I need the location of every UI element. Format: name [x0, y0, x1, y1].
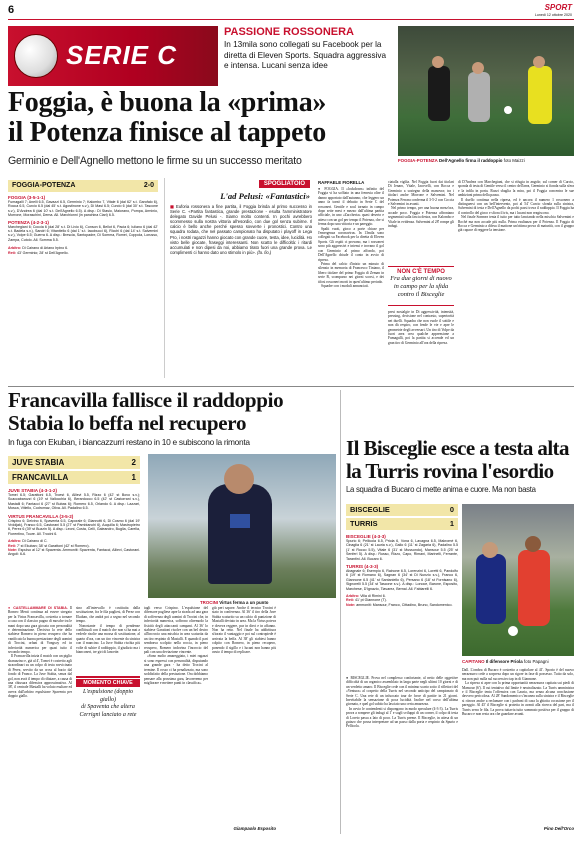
photo-caption-priola: CAPITANO Il difensore Priola foto Papagni [462, 659, 549, 664]
article1-headline: Foggia, è buona la «prima» il Potenza finisce al tappeto [8, 87, 327, 148]
article3-signature: Pino Dell'Orco [543, 826, 574, 831]
boxscore-foggia-header: FOGGIA-POTENZA 2-0 [8, 180, 158, 192]
article3-subhead: La squadra di Bucaro ci mette anima e cuore. Ma non basta [346, 485, 536, 494]
column-divider [340, 390, 341, 834]
coach-photo-trocini [148, 454, 336, 598]
boxscore-foggia: FOGGIA (3-5-1-1) Fumagalli 7; Anelli 6.5, Gavazzi 6.5, Germinio 7; Kalombo 7, Vitale 6 (dal 62' s.t. Garofalo 6), Rocca 6.5, Curcio 6.5 (dal 45' s.t. Agostinone s.v.), Di Masi 6.5; Curcio 6 (dal 30' s.t. Tascone s.v.), D'Andrea 6 (dal 10' s.t. Dell'Agnello 6.5). A disp.: Di Stasio, Maiorano, Pompa, Arminio, Morrone, Moraschini, Dema. All. Marchionni (in panchina Ciari) 6.5. POTENZA (4-2-3-1) Marchegiani 6; Coccia 6 (dal 28' s.t. Di Livio 6), Conson 6, Bellot 6, Pacia 6; Iuliano 6 (dal 42' s.t. Badela s.v.), Sandri 6; Vitantiello 6 (dal 1' s.t. Iacobucci 6), Ricchi 6 (dal 14' s.t. Salvemini s.v.), Volpe 6.5; Guerra 6. A disp.: Brescia, Santopadre, Di Somma, Romei, Coppola, Lorusso, Zampa, Cutolo. All. Somma 5.5. Arbitro: Di Cairano di Ariano Irpino 6. Reti: 43' Germinio; 28' st Dell'Agnello. [8, 195, 158, 255]
article1-col3: di D'Andrea con Marchegiani, che si rifugia in angolo; sul corner di Curcio, sponda di testa di Gentile verso il centro dell'area, Germinio si fionda sulla sfera e la infila in porta. Rozzi sbaglia la mira, poi il Foggia concentra le sue ambizioni prima della pausa. Il duello continua nella ripresa, ed è ancora il numero 1 rossonero a distinguersi con un bell'intervento, poi al 54' Curcio sfonda sulla sinistra, Salvemini di testa e Dell'Agnello da pochi passi trova il raddoppio. Il Foggia ha il controllo del gioco e sfiora il tris, ma i lucani non reagiscono. Nel finale Sonmez tenta il tutto per tutto lanciando nella mischia Salvemini e Roché ma non accade più nulla. Prima esultanza per il Potenza. Il Foggia di Rocca e Germinio a difesa il mattone un'ottima prova di maturità, con il gruppo già capace di reggere la tensione. [458, 180, 574, 233]
article2-subhead: In fuga con Ekuban, i biancazzurri restano in 10 e subiscono la rimonta [8, 437, 250, 447]
article2-col4: giù peri sapore. Anche il tecnico Trocini è stato in conferenza. Al 36' il tiro della Juve Stabia scaturito su un calcio di punizione di Mastalli deviato in area. Ma la Virtus poteva e doveva reggere, pur in dieci e in affanno. Non ha retto. Nel finale ha addirittura sfiorato il vantaggio e poi sul contropiede è arrivata la beffa. Al 38' gli stabiesi hanno colpito con Romero, in pieno recupero, ponendo il sigillo e i lucani non hanno più avuto il tempo di replicare. [212, 606, 276, 655]
article2-col3: tagli verso Crispino. L'espulsione del difensore pugliese apre la strada ad una gara di sofferenza degli uomini di Trocini che, in inferiorità numerica, soffrono oltremodo la fisicità degli attaccanti campani. Al 36' lo stabiese Garattoni risolve con un bel destro all'incrocio una mischia in area scaturita da un tiro respinto di Mastalli. E quando il pari sembrava scolpito nella roccia, in pieno recupero, Romero indovina l'incrocio del pali con una deviazione vincente. «Sono molto amareggiato, i miei ragazzi si sono espressi con personalità, disputando una grande gara - ha detto Trocini al termine. Il rosso ci ha penalizzato, ma sono soddisfatto della prestazione. Ora dobbiamo pensare alla prossima gara, lavoreremo per migliorare e mettere punti in classifica». [144, 606, 208, 685]
article3-headline: Il Bisceglie esce a testa alta la Turris rovina l'esordio [346, 436, 569, 483]
sidebar-box [164, 178, 312, 378]
page-number: 6 [8, 4, 15, 16]
article3-col2: Dall. L'ombra di Bucaro è costretto a capitolare al 41'. Sporio è del nuovo nerazzurro cede a sorpresa dopo un rigore in fase di possesso. Tutto da solo, ma non può nulla sul successivo tap in di Giannone. La ripresa si apre con la prima opportunità nerazzurra capitata sui piedi di Mansour (6'). Il cui tentativo dal limite è neutralizzato. La Turris amministra e il Bisceglie tenta l'offensiva con Lauria, ma senza alcuna conclusione davvero pericolosa. Al 28' Sandomenico s'incunea sulla sinistra e il Bisceglie si ritrova anche a reclamare con i padroni di casa la ghiotta occasione per il pareggio. Al 45' il Bisceglie si proietta in avanti alla ricerca del pari, ma il Turris serra le fila. La prova tuttavia tutto sommato positiva per il gruppo di Bucaro e non resta ora che guardare avanti. [462, 668, 574, 717]
article1-subhead: Germinio e Dell'Agnello mettono le firme su un successo meritato [8, 155, 302, 167]
promo-text: In 13mila sono collegati su Facebook per la diretta di Eleven Sports. Squadra aggressiva e intensa. Lucani senza idee [224, 40, 387, 70]
sidebar-text: ■ Euforia rossonera a fine partita, il Foggia brinda al primo successo in Serie C. «Partita fantastica, grande prestazione - esulta l'amministratore delegato Davide Pelusi -. Siamo molto contenti. In pochi avrebbero scommesso sulla nostra vittoria all'esordio, con due gol senza subirne. Il calcio è bello anche perché spesso sovverte i pronostici. Contro una squadra rodata, che nel passato campionato ha disputato i playoff in Lega Pro, i nostri ragazzi hanno giocato con grande cuore, testa, idee, lucidità. Ho visto belle giocate, fraseggi interessanti. Non scatto le difficoltà: i ritardi accumulati e non dipesi da noi, abbiamo tirato fuori una grande prova. Le complimenti ci hanno dato uno stimolo in più». (fa. fio.) [170, 204, 312, 255]
banner-ball-icon [14, 34, 58, 78]
section-title: SERIE C [66, 40, 178, 70]
article2-signature: Giampaolo Esposito [233, 826, 276, 831]
divider-1 [8, 386, 574, 387]
header-rule [8, 19, 574, 20]
article1-col1: ● FOGGIA. Il «lockdown» infinito del Foggia vi ha soffiato in una frenesia oltre il danno apportato dall'autunno, che leggero un anno fa tornò il debutto in Serie C del rossoneri. Gentile e soul tornato in campo dopo sette mesi e mezzo dall'ultima partita ufficiale, in uno «Zaccheria» quasi deserto e atteso con un gol per tempo il Potenza, che si ferma dopo una vittoria e un pareggio. Spalti vuoti, gioco a porte chiuse per l'emergenza coronavirus. In 13mila sono collegati su Facebook per la diretta di Eleven Sports. Gli ospiti ci provano, ma i rossoneri sono più aggressivi e intensi e trovano il gol con Germinio al primo affondo, poi Dell'Agnello chiude il conto in avvio di ripresa. Prima del calcio d'inizio un minuto di silenzio in memoria di Francesco Tiniano, il libero titolare del primo Foggia di Zeman in serie B, scomparso nei giorni scorsi, e dei tifosi rossoneri morti in quest'ultimo periodo. Squadre con i moduli annunciati. [318, 187, 384, 288]
sidebar-kicker: SPOGLIATOIO [259, 180, 310, 188]
key-moment-box: MOMENTO CHIAVE L'espulsione (doppio giallo) di Spaventa che altera Cerrigni lanciato a rete [76, 676, 140, 734]
article2-col1: ● CASTELLAMMARE DI STABIA. Il Romeo Menti continua ad essere stregato per la Virtus Francavilla, costretta a tornare a casa con il classico pugno di mosche tra le mani dopo una gara giocata con personalità e determinazione. Decisiva la rete dello stabiese Romero in pieno recupero che ha vanificato la buona prestazione degli uomini di Trocini, orfani di Vongsoy ed in inferiorità numerica per quasi tutto il secondo tempo. Il Francavilla inizia il match con un piglio sbarazzino e, già al 4', Tomei è costretto agli straordinari su un colpo di testa ravvicinato di Perez, servito da un cross al bacio dal fondo di Franco. La Juve Stabia, senza dal gol, non avrà il tempo di rifiatare, a causa di una chiusura difensiva approssimativa. Al 38', il centrale Mastalli ha voluto esultare ed aveva dall'arbitro espulsione Spaventa per doppio giallo. [8, 606, 73, 699]
score-juve-stabia: JUVE STABIA 2 [8, 456, 140, 469]
section-banner [8, 26, 218, 86]
boxscore-stabia: JUVE STABIA (4-3-1-2) Tomei 6.5; Garattoni 6.5, Troest 6, Allievi 5.5, Rizzo 6 (42' st Bovo s.v.); Scaccabarozzi 6 (19' st Vallocchia 6), Berardocco 6.5 (42' st Castorrani s.v.), Mastalli 6; Fantacci 6 (27' st Bubas 6); Romero 6.5, Orlando 6. A disp.: Lazzari, Mosca, Vitiello, Codromaz, Oliva. All. Padalino 6.5. VIRTUS FRANCAVILLA (3-5-2) Crispino 6; Delvino 6, Spaventa 6.5, Caporale 6; Giannotti 6, Di Cosmo 6 (dal 19' Vrdoljak), Franco 6.5, Castorani 5.5 (27' st Pambianchi 6), Acquilla 6; Mastropietro 6, Perez 6 (39' st Buzzin 5). A disp.: Leoni, Costa, Celli, Galeandro, Buglia, Carella, Fiorentino, Toure. All. Trocini 6. Arbitro: Di Cairano di C. Reti: 7' st Ekuban; 38' st Garattoni (42' st Romero). Note: Espulso al 12' st Spaventa. Ammoniti: Spaventa, Fantacci, Allievi, Castorani. Angoli: 6-6. [8, 488, 140, 557]
boxscore-bisceglie: BISCEGLIE (4-3-3) Spurio 6; Pellicola 6.5, Priola 6, Vona 6, Lavagna 6.5, Makromè 6, Cinaglia 6 (21' st Lauria s.v.), Gallo 6 (11' st Zagaria 6), Padalino 5.5 (1' st Rocco 5.5), Vitale 6 (31' st Mussondo), Mansour 5.5 (25' st Senferi 5). A disp.: Russo, Rizzo, Capo, Rimani, Marinelli, Ferrante, Tarantini. All. Bucaro 6. TURRIS (4-3-3) Abagnale 6; Esempio 6, Rainone 6.5, Lorenzini 6, Loretti 6, Pandolfo 6 (19' st Romano 6), Sagnan 6 (34' st Di Nunzio s.v.), Franco 6, Giannone 6.5 (41' st Santaniello 6), Persano 6 (18' st Fornisano 6), Signorelli 5.5 (34' st Tascone s.v.). A disp.: Lonoce, Barone, Esposito, Marchese, D'Ignazio, Tiavarez, Bernal. All. Fabiarelli 6. Arbitro: Villa di Rimini 6. Reti: 41' pt Giannone (T). Note: ammoniti: Mansour, Franco, Cittadino, Bruno, Sandomenico. [346, 534, 458, 607]
article2-headline: Francavilla fallisce il raddoppio Stabia lo beffa nel recupero [8, 388, 284, 435]
score-bisceglie: BISCEGLIE 0 [346, 504, 458, 516]
photo-caption-trocini: TROCINI Virtus ferma a un punto [200, 600, 269, 605]
article1-author: RAFFAELE FIORELLA [318, 180, 365, 185]
article1-col2c: presi nostalgie in Di aggressività, intensità, pressing, decisione nel contrasto, superiorità nei duelli. Squadra che non vuole il sottile e non dà respiro, con fende le vie e apre le geometrie degli avversari. Un tiro di Volpe da fuori area crea qualche apprensione a Fumagalli, poi la partita si accende ed un gran tiro di Germinio all'ora della ripresa. [388, 310, 454, 345]
score-francavilla: FRANCAVILLA 1 [8, 471, 140, 484]
match-photo-foggia [398, 26, 574, 156]
player-photo-priola [462, 504, 574, 656]
promo-title: PASSIONE ROSSONERA [224, 26, 354, 38]
sidebar-title: L'ad Pelusi: «Fantastici» [220, 191, 310, 201]
article1-col2: ciatalla vigilia. Nel Foggia fuori dai titolari Di Jenaro, Vitale, Iacovelli, con Rocca e Germinio a sostegno della manovra; tra i titolari anche Morrone e Salvemini. Nel Potenza Ferrara conferma il 3-5-2 con Coccia e Salvemini in avanti. Nel primo tempo, per una buona mezz'ora, accade poco. Foggia e Potenza affrontano segmentati sulla fascia destra, con Kalombo e Vitale in evidenza. Salvemini al 28' rompe gli indugi. [388, 180, 454, 229]
brand-logo: SPORT [544, 3, 572, 12]
photo-caption-foggia: FOGGIA-POTENZA Dell'Agnello firma il raddoppio foto Maizzi [398, 158, 525, 163]
score-turris: TURRIS 1 [346, 518, 458, 530]
bullet-icon: ■ [170, 204, 174, 209]
page-date: Lunedì 12 ottobre 2020 [534, 13, 572, 17]
quote-box: NON C'È TEMPO Fra due giorni di nuovo in campo per la sfida contro il Bisceglie [388, 266, 454, 306]
article2-col2: sino all'intervallo è costituita dalla sostituzione, fra le fila pugliesi, di Perez con Ekuban, che andrà poi a segno nel secondo tempo. Nonostante il tempo di pendenze conflittuali con il match che non si ha mai a vederle risolte una mossa di sostituzione, al quarto d'ora, con un tiro vincente da sinistra con il mancino. La Juve Stabia rischia più volte di subire il raddoppio, il giudizio ma i bianconeri, tre giri di lancette. [76, 606, 140, 655]
article3-col1: ● BISCEGLIE. Prova nel complesso confortante, al netto delle oggettive difficoltà di un organico assemblato in larga parte negli ultimi 10 giorni e di un verdetto amaro. Il Bisceglie cede con il minimo scarto sotto il riflettori del «Ventura» al cospetto della Turris nel secondo anticipo del campionato di Serie C. Una rete di un infuocato tour de force di partite in 21 giorni. Inevitabile la sensazione di poca lucidità. Inoltre nel corso dell'ultima giornata, e quel gol subito ha lasciato una certa amarezza. In avvio le contendenti si dispongono in modo speculare (4-3-3). La Turris prova a rompere gli indugi al 1' e sugli sviluppi di un corner, il colpo di testa di Loreto passa a lato di poco. La Turris preme. Il Bisceglie, in attesa di un guizzo che possa interpretare ad un passo dalla porta e respinto da Spurio e Pellicola. [346, 676, 458, 729]
